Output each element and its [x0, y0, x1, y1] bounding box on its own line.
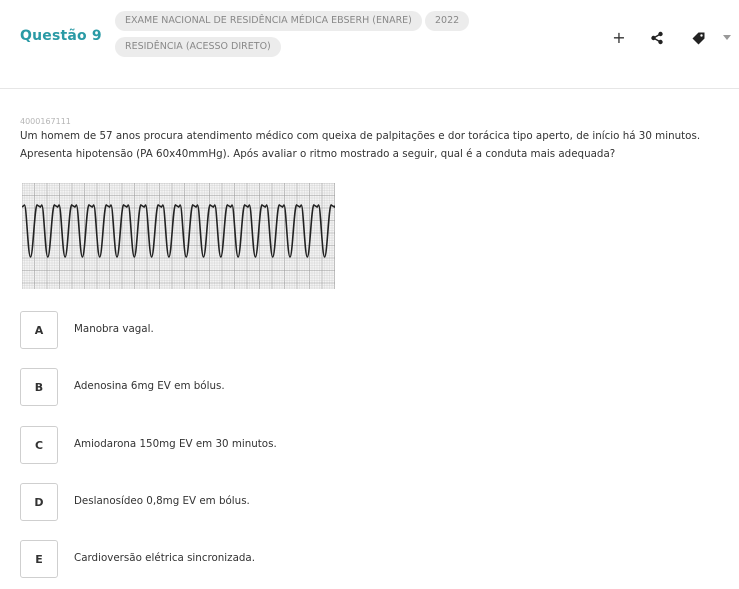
option-text: Cardioversão elétrica sincronizada. [74, 552, 256, 564]
option-c[interactable] [20, 426, 720, 464]
option-text: Amiodarona 150mg EV em 30 minutos. [74, 438, 277, 450]
category-tag[interactable]: RESIDÊNCIA (ACESSO DIRETO) [115, 37, 281, 57]
option-letter[interactable]: E [20, 540, 58, 578]
tag-dropdown-button[interactable] [720, 31, 734, 45]
add-button[interactable] [609, 28, 629, 48]
question-stem: Um homem de 57 anos procura atendimento médico com queixa de palpitações e dor torácica tipo aperto, de início há 30 minutos. Apresenta hipotensão (PA 60x40mmHg). Após avaliar o ritmo mostrado a seguir, qual é a conduta mais adequada? [20, 130, 701, 160]
exam-tag[interactable]: EXAME NACIONAL DE RESIDÊNCIA MÉDICA EBSERH (ENARE) [115, 11, 422, 31]
option-text: Adenosina 6mg EV em bólus. [74, 380, 225, 392]
option-letter[interactable]: A [20, 311, 58, 349]
option-letter[interactable]: B [20, 368, 58, 406]
option-text: Deslanosídeo 0,8mg EV em bólus. [74, 495, 250, 507]
option-d[interactable] [20, 483, 720, 521]
option-b[interactable] [20, 368, 720, 406]
share-button[interactable] [647, 28, 667, 48]
question-id: 4000167111 [20, 117, 71, 126]
share-icon [650, 31, 664, 45]
plus-icon: + [612, 28, 626, 47]
chevron-down-icon [723, 35, 731, 41]
option-a[interactable] [20, 311, 720, 349]
option-e[interactable] [20, 540, 720, 578]
option-letter[interactable]: D [20, 483, 58, 521]
question-title: Questão 9 [20, 28, 102, 44]
option-text: Manobra vagal. [74, 323, 154, 335]
ecg-strip-image [22, 183, 335, 289]
tag-icon [691, 31, 706, 46]
question-header [0, 0, 739, 89]
option-letter[interactable]: C [20, 426, 58, 464]
year-tag[interactable]: 2022 [425, 11, 469, 31]
tag-button[interactable] [688, 28, 708, 48]
